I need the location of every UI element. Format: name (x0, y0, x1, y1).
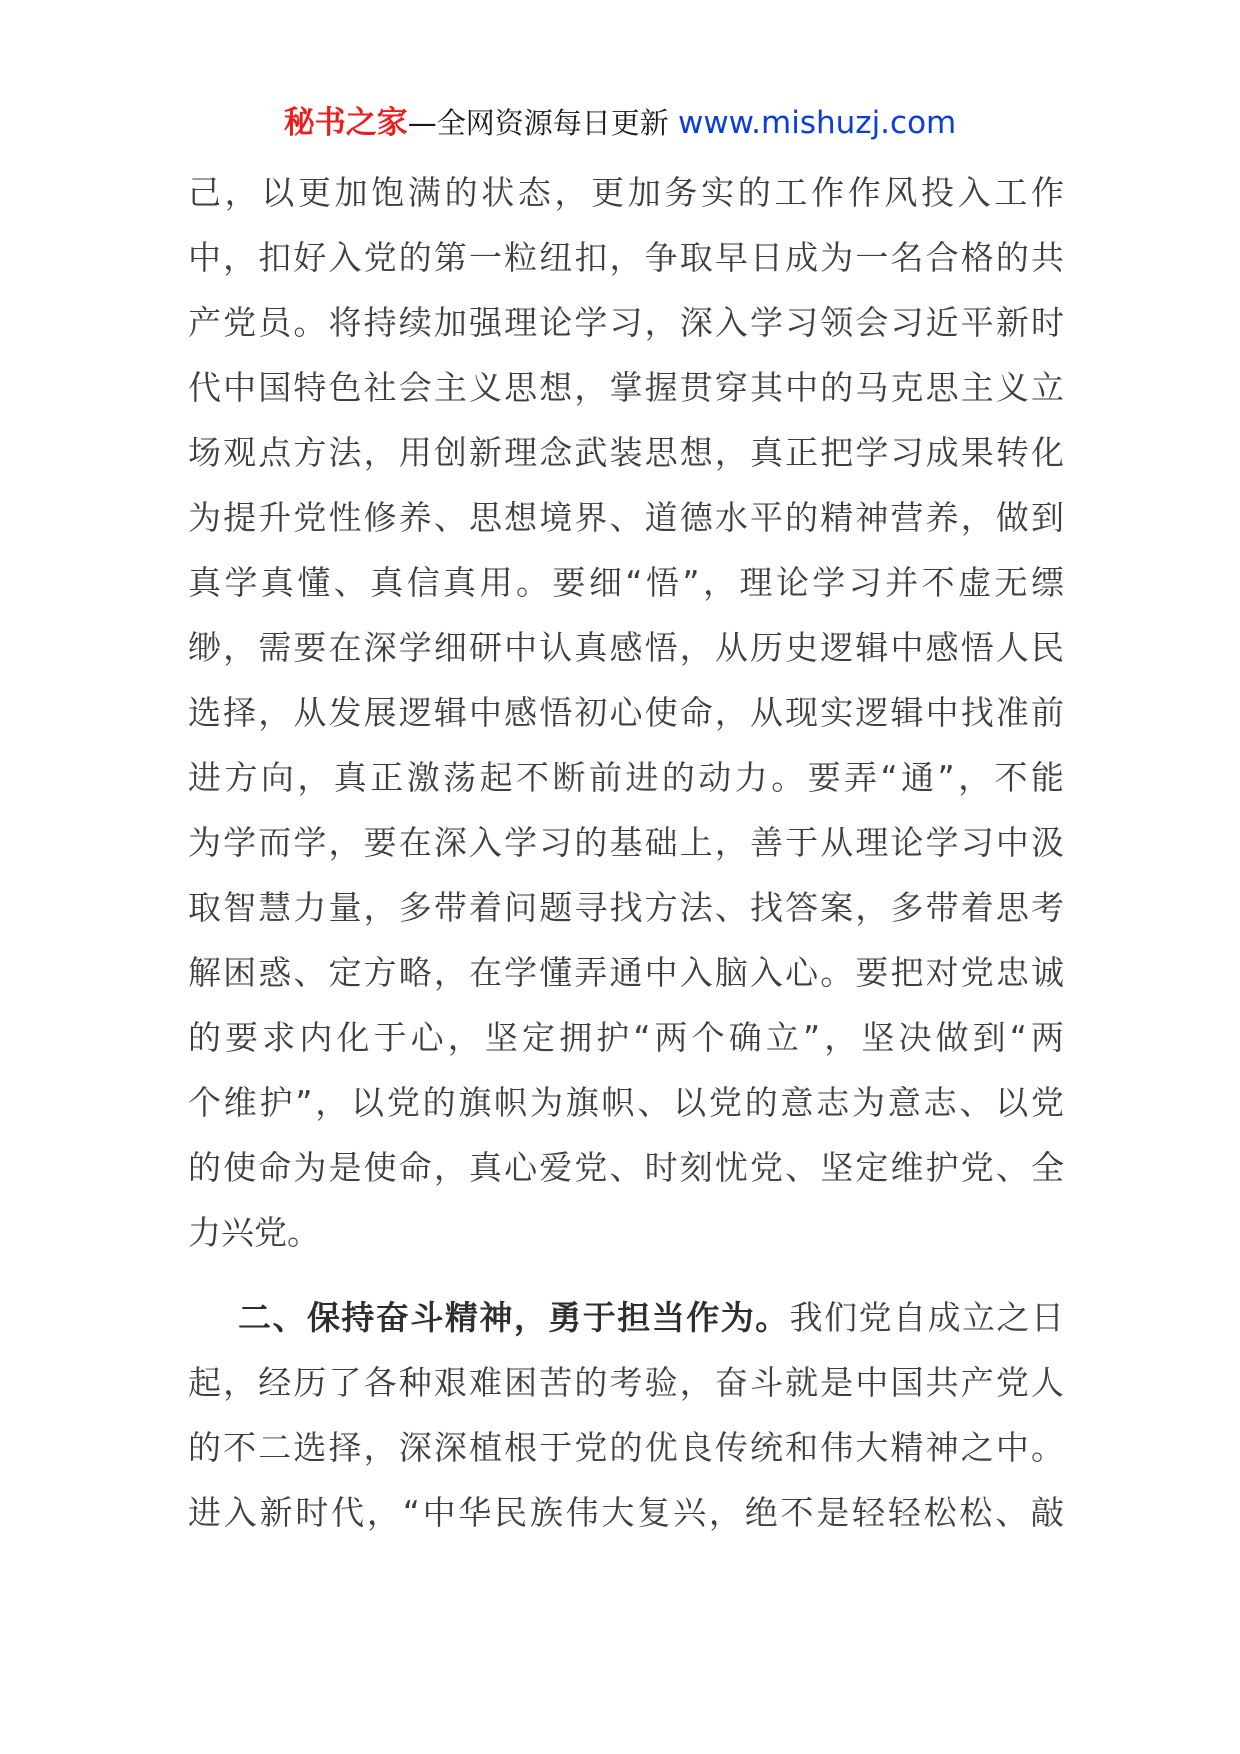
text-line: 选择，从发展逻辑中感悟初心使命，从现实逻辑中找准前 (188, 693, 1064, 732)
text-line: 缈，需要在深学细研中认真感悟，从历史逻辑中感悟人民 (188, 628, 1064, 667)
text-line: 代中国特色社会主义思想，掌握贯穿其中的马克思主义立 (188, 368, 1064, 407)
heading-line-rest: 我们党自成立之日 (789, 1298, 1064, 1337)
text-line: 为提升党性修养、思想境界、道德水平的精神营养，做到 (188, 498, 1064, 537)
text-line: 取智慧力量，多带着问题寻找方法、找答案，多带着思考 (188, 888, 1064, 927)
text-line: 进方向，真正激荡起不断前进的动力。要弄“通”，不能 (188, 758, 1064, 797)
text-line: 的要求内化于心，坚定拥护“两个确立”，坚决做到“两 (188, 1018, 1064, 1057)
paragraph-1 (188, 160, 1064, 1265)
text-line: 真学真懂、真信真用。要细“悟”，理论学习并不虚无缥 (188, 563, 1064, 602)
paragraph-2 (188, 1285, 1064, 1545)
text-line: 解困惑、定方略，在学懂弄通中入脑入心。要把对党忠诚 (188, 953, 1064, 992)
site-url-link[interactable]: www.mishuzj.com (677, 105, 957, 141)
text-line-with-heading (188, 1285, 1064, 1350)
site-banner (0, 98, 1240, 148)
paragraph-spacer (188, 1265, 1064, 1285)
text-line: 进入新时代，“中华民族伟大复兴，绝不是轻轻松松、敲 (188, 1493, 1064, 1532)
text-line: 起，经历了各种艰难困苦的考验，奋斗就是中国共产党人 (188, 1363, 1064, 1402)
text-line: 己，以更加饱满的状态，更加务实的工作作风投入工作 (188, 173, 1064, 212)
text-line: 中，扣好入党的第一粒纽扣，争取早日成为一名合格的共 (188, 238, 1064, 277)
text-line: 的不二选择，深深植根于党的优良传统和伟大精神之中。 (188, 1428, 1064, 1467)
text-line: 个维护”，以党的旗帜为旗帜、以党的意志为意志、以党 (188, 1083, 1064, 1122)
text-line: 为学而学，要在深入学习的基础上，善于从理论学习中汲 (188, 823, 1064, 862)
section-heading: 二、保持奋斗精神，勇于担当作为。 (238, 1298, 790, 1337)
banner-tagline: —全网资源每日更新 (407, 106, 678, 140)
article-body (188, 160, 1064, 1545)
text-line: 的使命为是使命，真心爱党、时刻忧党、坚定维护党、全 (188, 1148, 1064, 1187)
text-line: 产党员。将持续加强理论学习，深入学习领会习近平新时 (188, 303, 1064, 342)
text-line: 场观点方法，用创新理念武装思想，真正把学习成果转化 (188, 433, 1064, 472)
text-line: 力兴党。 (188, 1213, 320, 1252)
brand-name: 秘书之家 (283, 105, 408, 141)
